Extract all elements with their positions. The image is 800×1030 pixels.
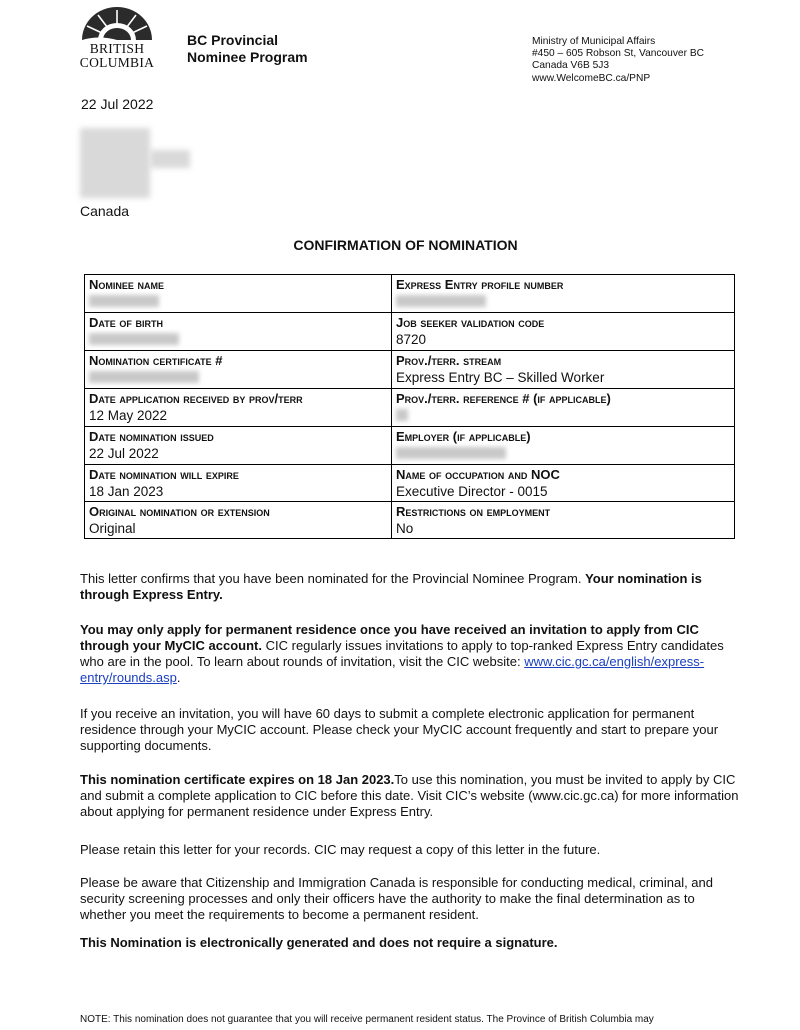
cell-label: Restrictions on employment [396, 504, 551, 519]
table-row [85, 389, 735, 427]
logo-line-1: BRITISH [89, 41, 145, 56]
table-cell [392, 313, 735, 351]
cell-value: 18 Jan 2023 [89, 484, 164, 499]
paragraph-text: This letter confirms that you have been nominated for the Provincial Nominee Program. [80, 571, 586, 586]
paragraph-expiry [80, 772, 740, 820]
cell-value: No [396, 521, 414, 536]
cell-label: Job seeker validation code [396, 315, 545, 330]
redacted-address [150, 150, 190, 168]
table-cell [392, 465, 735, 502]
cell-value: Original [89, 521, 136, 536]
table-row [85, 427, 735, 465]
table-row [85, 351, 735, 389]
cell-label: Date nomination will expire [89, 467, 239, 482]
paragraph-text: CIC regularly issues invitations to apply to top-ranked Express Entry candidates who are in the pool. To learn about rounds of invitation, visit the CIC website: [80, 638, 724, 669]
table-cell [85, 351, 392, 389]
redacted-value [89, 333, 179, 345]
paragraph-invitation [80, 622, 740, 686]
table-row [85, 313, 735, 351]
program-line-2: Nominee Program [187, 49, 308, 65]
cell-value [396, 407, 730, 425]
paragraph-60-days: If you receive an invitation, you will have 60 days to submit a complete electronic application for permanent residence through your MyCIC account. Please check your MyCIC account frequently and start to prepare your supporting documents. [80, 706, 719, 753]
table-cell [392, 351, 735, 389]
paragraph-screening: Please be aware that Citizenship and Immigration Canada is responsible for conducting medical, criminal, and security screening processes and only their officers have the authority to make the final determination as to whether you meet the requirements to become a permanent resident. [80, 875, 714, 922]
redacted-address [80, 128, 150, 198]
cell-value: Executive Director - 0015 [396, 484, 548, 499]
paragraph-text: To use this nomination, you must be invited to apply by CIC and submit a complete application to CIC before this date. Visit CIC’s website (www.cic.gc.ca) for more information about applying for permanent residence under Express Entry. [80, 772, 739, 819]
logo-wordmark [74, 42, 160, 70]
cell-label: Date nomination issued [89, 429, 214, 444]
nomination-table [84, 274, 735, 539]
cell-value [89, 293, 387, 311]
table-cell [392, 427, 735, 465]
table-cell [85, 313, 392, 351]
address-country: Canada [80, 203, 130, 219]
cell-label: Nomination certificate # [89, 353, 223, 368]
cell-value [89, 331, 387, 349]
cell-value: Express Entry BC – Skilled Worker [396, 370, 605, 385]
cell-value: 12 May 2022 [89, 408, 168, 423]
cell-label: Express Entry profile number [396, 277, 564, 292]
table-cell [85, 275, 392, 313]
paragraph-bold: This nomination certificate expires on 18 Jan 2023. [80, 772, 395, 787]
cell-value [396, 445, 730, 463]
redacted-value [396, 447, 506, 459]
table-cell [392, 275, 735, 313]
table-row [85, 275, 735, 313]
program-line-1: BC Provincial [187, 32, 279, 48]
paragraph-signature [80, 935, 740, 951]
cell-value [89, 369, 387, 387]
paragraph-confirmation [80, 571, 740, 603]
cell-value: 8720 [396, 332, 427, 347]
cell-label: Prov./terr. reference # (if applicable) [396, 391, 611, 406]
ministry-line: www.WelcomeBC.ca/PNP [532, 72, 651, 84]
paragraph-retain: Please retain this letter for your records. CIC may request a copy of this letter in the future. [80, 842, 601, 857]
cell-value: 22 Jul 2022 [89, 446, 159, 461]
cell-label: Prov./terr. stream [396, 353, 502, 368]
paragraph-bold: Your nomination is through Express Entry. [80, 571, 702, 602]
table-cell [85, 502, 392, 539]
cell-label: Date application received by prov/terr [89, 391, 303, 406]
ministry-line: Ministry of Municipal Affairs [532, 36, 656, 47]
letter-date: 22 Jul 2022 [81, 96, 154, 112]
ministry-address [532, 36, 704, 85]
redacted-value [89, 295, 159, 307]
ministry-line: Canada V6B 5J3 [532, 60, 610, 72]
ministry-line: #450 – 605 Robson St, Vancouver BC [532, 48, 704, 60]
cell-label: Employer (if applicable) [396, 429, 531, 444]
cell-label: Date of birth [89, 315, 163, 330]
cell-label: Name of occupation and NOC [396, 467, 560, 482]
paragraph-bold: You may only apply for permanent residence once you have received an invitation to apply from CIC through your MyCIC account. [80, 622, 699, 653]
redacted-value [396, 295, 486, 307]
rounds-link[interactable]: www.cic.gc.ca/english/express-entry/rounds.asp [80, 654, 705, 685]
program-name [187, 32, 308, 66]
table-cell [85, 465, 392, 502]
paragraph-text: . [176, 670, 181, 685]
logo-line-2: COLUMBIA [79, 55, 155, 70]
table-cell [85, 389, 392, 427]
redacted-value [396, 409, 408, 421]
table-row [85, 502, 735, 539]
paragraph-bold: This Nomination is electronically generated and does not require a signature. [80, 935, 558, 950]
redacted-value [89, 371, 199, 383]
table-row [85, 465, 735, 502]
footer-note: NOTE: This nomination does not guarantee that you will receive permanent resident status. The Province of British Columbia may [80, 1014, 654, 1025]
cell-label: Nominee name [89, 277, 165, 292]
cell-value [396, 293, 730, 311]
cell-label: Original nomination or extension [89, 504, 270, 519]
table-cell [392, 389, 735, 427]
document-title: CONFIRMATION OF NOMINATION [293, 237, 518, 253]
table-cell [85, 427, 392, 465]
table-cell [392, 502, 735, 539]
